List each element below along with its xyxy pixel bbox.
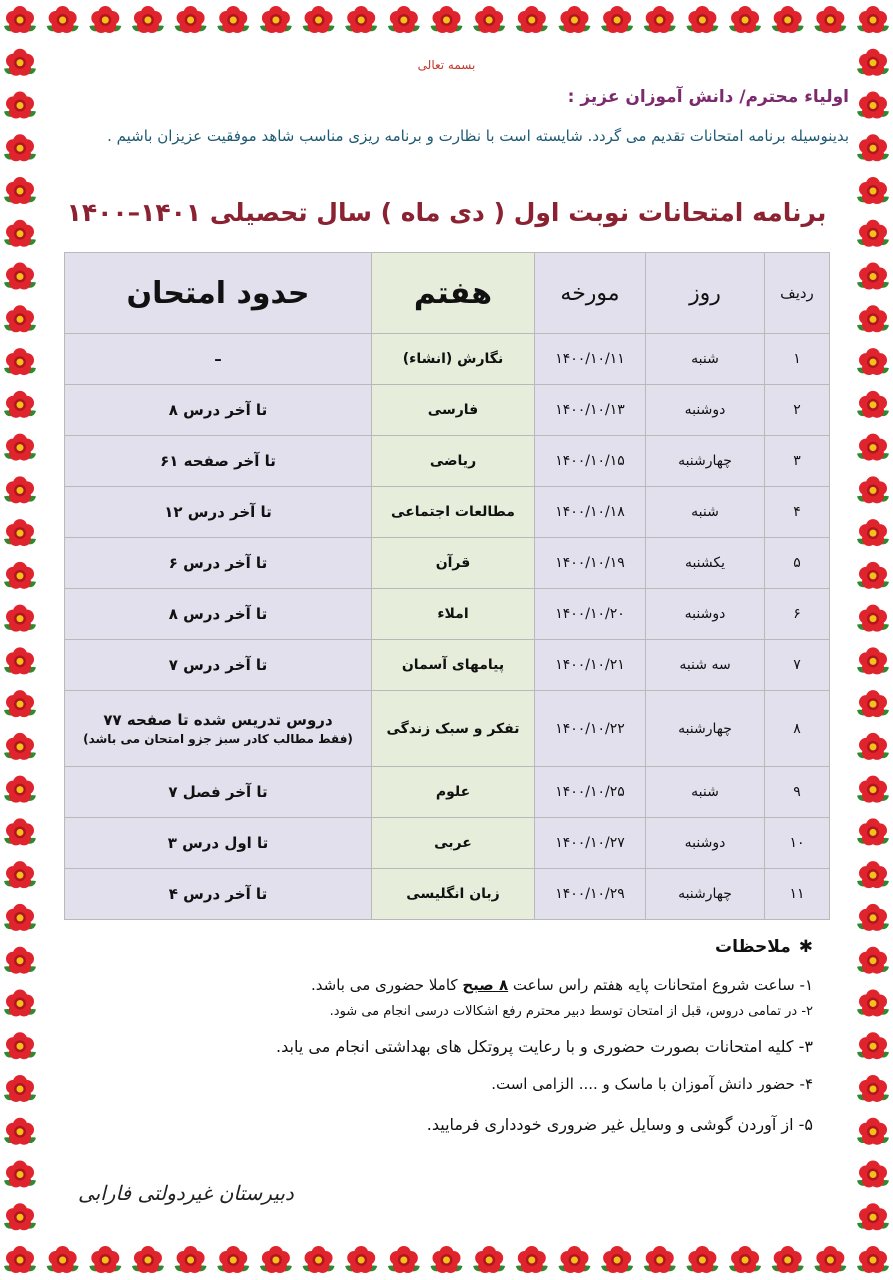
asterisk-icon: ✱ — [798, 937, 813, 957]
cell-subject — [372, 691, 535, 767]
flower-icon — [473, 1246, 505, 1273]
flower-icon — [4, 1075, 36, 1102]
flower-icon — [89, 6, 121, 33]
flower-icon — [558, 1246, 590, 1273]
cell-row-number-text: ۳ — [793, 453, 801, 469]
cell-exam-limit — [65, 589, 372, 640]
header-row-number: ردیف — [765, 253, 830, 334]
cell-day-text: شنبه — [691, 351, 719, 367]
flower-icon — [857, 647, 889, 674]
flower-icon — [4, 562, 36, 589]
school-signature: دبیرستان غیردولتی فارابی — [78, 1181, 294, 1205]
cell-date-text: ۱۴۰۰/۱۰/۱۱ — [555, 351, 625, 367]
flower-icon — [4, 733, 36, 760]
cell-row-number — [765, 869, 830, 920]
cell-exam-limit-note: (فقط مطالب کادر سبز جزو امتحان می باشد) — [83, 732, 353, 746]
flower-icon — [217, 1246, 249, 1273]
cell-subject-text: ریاضی — [429, 453, 477, 469]
intro-paragraph: بدینوسیله برنامه امتحانات تقدیم می گردد. شایسته است با نظارت و برنامه ریزی مناسب شاهد موفقیت عزیزان باشیم . — [107, 127, 849, 145]
note-text: ۱- ساعت شروع امتحانات پایه هفتم راس ساعت — [512, 976, 813, 994]
flower-icon — [857, 733, 889, 760]
table-row — [65, 869, 830, 920]
cell-date — [535, 487, 646, 538]
cell-row-number-text: ۱۰ — [789, 835, 805, 851]
cell-exam-limit — [65, 691, 372, 767]
cell-subject-text: فارسی — [427, 402, 479, 418]
cell-day-text: دوشنبه — [684, 402, 726, 418]
cell-exam-limit — [65, 538, 372, 589]
flower-icon — [857, 1203, 889, 1230]
flower-icon — [345, 1246, 377, 1273]
cell-subject-text: تفکر و سبک زندگی — [386, 720, 520, 737]
cell-subject-text: عربی — [434, 835, 472, 851]
header-subject: هفتم — [372, 253, 535, 334]
flower-icon — [601, 1246, 633, 1273]
flower-icon — [516, 1246, 548, 1273]
cell-row-number-text: ۴ — [793, 504, 801, 520]
cell-subject — [372, 436, 535, 487]
flower-icon — [4, 6, 36, 33]
cell-exam-limit-text: تا آخر درس ۶ — [168, 554, 268, 572]
cell-date — [535, 334, 646, 385]
flower-icon — [686, 6, 718, 33]
flower-icon — [132, 6, 164, 33]
cell-date — [535, 436, 646, 487]
flower-icon — [857, 391, 889, 418]
cell-date-text: ۱۴۰۰/۱۰/۲۵ — [555, 784, 625, 800]
flower-icon — [388, 1246, 420, 1273]
cell-day — [646, 385, 765, 436]
flower-icon — [814, 1246, 846, 1273]
cell-day — [646, 487, 765, 538]
note-item: ۴- حضور دانش آموزان با ماسک و .... الزامی است. — [491, 1075, 813, 1093]
cell-day-text: سه شنبه — [679, 657, 731, 673]
flower-icon — [4, 263, 36, 290]
flower-icon — [4, 391, 36, 418]
cell-day-text: یکشنبه — [684, 555, 726, 571]
flower-icon — [4, 904, 36, 931]
bismillah-text: بسمه تعالی — [417, 58, 476, 72]
flower-icon — [644, 1246, 676, 1273]
cell-date — [535, 538, 646, 589]
cell-date-text: ۱۴۰۰/۱۰/۲۱ — [555, 657, 625, 673]
cell-subject-text: مطالعات اجتماعی — [391, 504, 515, 520]
cell-row-number-text: ۸ — [793, 720, 801, 737]
flower-icon — [857, 690, 889, 717]
flower-icon — [4, 605, 36, 632]
flower-icon — [857, 776, 889, 803]
cell-day — [646, 538, 765, 589]
table-row — [65, 538, 830, 589]
cell-subject-text: پیامهای آسمان — [401, 657, 505, 673]
flower-icon — [4, 989, 36, 1016]
flower-icon — [4, 476, 36, 503]
flower-icon — [47, 6, 79, 33]
flower-icon — [4, 947, 36, 974]
cell-day — [646, 640, 765, 691]
cell-day-text: چهارشنبه — [678, 886, 732, 902]
cell-day — [646, 818, 765, 869]
cell-exam-limit — [65, 385, 372, 436]
cell-date-text: ۱۴۰۰/۱۰/۱۳ — [555, 402, 625, 418]
cell-day — [646, 767, 765, 818]
cell-day — [646, 589, 765, 640]
flower-icon — [4, 690, 36, 717]
flower-icon — [857, 305, 889, 332]
flower-icon — [4, 177, 36, 204]
flower-icon — [857, 861, 889, 888]
table-row — [65, 691, 830, 767]
cell-exam-limit-text: – — [214, 350, 222, 368]
flower-icon — [857, 947, 889, 974]
flower-icon — [4, 519, 36, 546]
flower-icon — [4, 305, 36, 332]
cell-row-number-text: ۲ — [793, 402, 801, 418]
cell-day-text: شنبه — [691, 784, 719, 800]
flower-icon — [260, 6, 292, 33]
cell-row-number-text: ۵ — [793, 555, 801, 571]
cell-exam-limit — [65, 436, 372, 487]
table-row — [65, 334, 830, 385]
page-title: برنامه امتحانات نوبت اول ( دی ماه ) سال تحصیلی ۱۴۰۱–۱۴۰۰ — [66, 198, 827, 227]
flower-icon — [686, 1246, 718, 1273]
flower-icon — [644, 6, 676, 33]
flower-icon — [857, 177, 889, 204]
table-row — [65, 640, 830, 691]
notes-heading — [715, 937, 813, 957]
cell-row-number — [765, 691, 830, 767]
flower-icon — [857, 1246, 889, 1273]
cell-exam-limit-text: تا آخر درس ۴ — [168, 885, 268, 903]
cell-exam-limit — [65, 818, 372, 869]
greeting-heading: اولیاء محترم/ دانش آموزان عزیز : — [567, 87, 849, 107]
cell-row-number-text: ۹ — [793, 784, 801, 800]
table-row — [65, 818, 830, 869]
notes-list — [73, 976, 813, 1155]
cell-day — [646, 869, 765, 920]
flower-icon — [473, 6, 505, 33]
flower-icon — [857, 134, 889, 161]
cell-date-text: ۱۴۰۰/۱۰/۲۲ — [555, 720, 625, 737]
cell-row-number — [765, 818, 830, 869]
cell-day-text: دوشنبه — [684, 606, 726, 622]
header-day: روز — [646, 253, 765, 334]
table-row — [65, 767, 830, 818]
flower-icon — [260, 1246, 292, 1273]
flower-icon — [4, 818, 36, 845]
flower-icon — [89, 1246, 121, 1273]
flower-icon — [431, 1246, 463, 1273]
cell-day-text: چهارشنبه — [678, 453, 732, 469]
cell-exam-limit-text: تا آخر فصل ۷ — [168, 783, 268, 801]
flower-icon — [857, 348, 889, 375]
cell-date — [535, 385, 646, 436]
cell-exam-limit-text: تا آخر درس ۸ — [168, 401, 268, 419]
flower-icon — [388, 6, 420, 33]
flower-icon — [857, 904, 889, 931]
flower-icon — [857, 49, 889, 76]
flower-icon — [4, 861, 36, 888]
flower-icon — [4, 1118, 36, 1145]
flower-icon — [303, 6, 335, 33]
cell-day-text: دوشنبه — [684, 835, 726, 851]
cell-date — [535, 818, 646, 869]
flower-icon — [303, 1246, 335, 1273]
cell-row-number — [765, 589, 830, 640]
flower-icon — [857, 818, 889, 845]
flower-icon — [345, 6, 377, 33]
cell-exam-limit-text: دروس تدریس شده تا صفحه ۷۷ — [103, 711, 333, 729]
flower-icon — [772, 6, 804, 33]
notes-heading-label: ملاحظات — [715, 937, 791, 957]
cell-exam-limit — [65, 487, 372, 538]
cell-row-number-text: ۶ — [793, 606, 801, 622]
cell-date-text: ۱۴۰۰/۱۰/۲۰ — [555, 606, 625, 622]
flower-icon — [729, 6, 761, 33]
flower-icon — [4, 134, 36, 161]
cell-row-number — [765, 640, 830, 691]
cell-date-text: ۱۴۰۰/۱۰/۱۸ — [555, 504, 625, 520]
cell-subject — [372, 589, 535, 640]
flower-icon — [857, 263, 889, 290]
flower-icon — [4, 1032, 36, 1059]
cell-exam-limit — [65, 334, 372, 385]
flower-icon — [4, 1246, 36, 1273]
cell-row-number — [765, 436, 830, 487]
cell-row-number-text: ۱ — [793, 351, 801, 367]
header-date: مورخه — [535, 253, 646, 334]
cell-subject — [372, 385, 535, 436]
flower-icon — [558, 6, 590, 33]
flower-icon — [4, 49, 36, 76]
flower-icon — [857, 476, 889, 503]
cell-subject — [372, 767, 535, 818]
cell-subject — [372, 869, 535, 920]
cell-day — [646, 436, 765, 487]
flower-icon — [175, 6, 207, 33]
header-exam-limit: حدود امتحان — [65, 253, 372, 334]
cell-subject-text: زبان انگلیسی — [406, 886, 500, 902]
flower-icon — [772, 1246, 804, 1273]
flower-icon — [601, 6, 633, 33]
cell-subject — [372, 538, 535, 589]
note-item — [73, 976, 813, 1004]
flower-icon — [4, 647, 36, 674]
cell-subject-text: علوم — [435, 784, 471, 800]
cell-row-number — [765, 767, 830, 818]
cell-day-text: چهارشنبه — [678, 720, 732, 737]
table-row — [65, 487, 830, 538]
note-item: ۳- کلیه امتحانات بصورت حضوری و با رعایت پروتکل های بهداشتی انجام می یابد. — [276, 1037, 813, 1056]
flower-icon — [47, 1246, 79, 1273]
flower-icon — [4, 434, 36, 461]
flower-icon — [729, 1246, 761, 1273]
flower-icon — [857, 434, 889, 461]
flower-icon — [4, 1160, 36, 1187]
table-row — [65, 436, 830, 487]
flower-icon — [4, 348, 36, 375]
flower-icon — [217, 6, 249, 33]
note-bold-time: ۸ صبح — [462, 976, 509, 994]
flower-icon — [175, 1246, 207, 1273]
flower-icon — [857, 1075, 889, 1102]
cell-day — [646, 691, 765, 767]
cell-subject-text: نگارش (انشاء) — [402, 351, 504, 367]
cell-date — [535, 767, 646, 818]
cell-subject-text: املاء — [437, 606, 469, 622]
flower-icon — [431, 6, 463, 33]
cell-date-text: ۱۴۰۰/۱۰/۱۹ — [555, 555, 625, 571]
cell-date — [535, 589, 646, 640]
cell-exam-limit-text: تا اول درس ۳ — [167, 834, 269, 852]
table-row — [65, 589, 830, 640]
cell-date-text: ۱۴۰۰/۱۰/۱۵ — [555, 453, 625, 469]
cell-exam-limit — [65, 767, 372, 818]
cell-exam-limit-text: تا آخر درس ۱۲ — [164, 503, 272, 521]
table-row — [65, 385, 830, 436]
flower-icon — [814, 6, 846, 33]
cell-subject — [372, 640, 535, 691]
flower-icon — [132, 1246, 164, 1273]
flower-icon — [857, 989, 889, 1016]
exam-schedule-table — [64, 252, 830, 920]
cell-day-text: شنبه — [691, 504, 719, 520]
cell-date — [535, 691, 646, 767]
flower-icon — [4, 1203, 36, 1230]
note-item: ۲- در تمامی دروس، قبل از امتحان توسط دبیر محترم رفع اشکالات درسی انجام می شود. — [329, 1004, 813, 1019]
cell-row-number — [765, 334, 830, 385]
flower-icon — [857, 6, 889, 33]
table-header-row — [65, 253, 830, 334]
cell-day — [646, 334, 765, 385]
cell-row-number — [765, 487, 830, 538]
cell-subject — [372, 818, 535, 869]
cell-row-number — [765, 538, 830, 589]
cell-date — [535, 640, 646, 691]
flower-icon — [857, 1118, 889, 1145]
cell-exam-limit-text: تا آخر درس ۸ — [168, 605, 268, 623]
cell-exam-limit-text: تا آخر صفحه ۶۱ — [160, 452, 276, 470]
flower-icon — [4, 92, 36, 119]
cell-row-number-text: ۱۱ — [789, 886, 805, 902]
flower-icon — [4, 776, 36, 803]
cell-subject — [372, 487, 535, 538]
note-text-end: کاملا حضوری می باشد. — [311, 976, 458, 994]
flower-icon — [857, 562, 889, 589]
cell-date — [535, 869, 646, 920]
cell-row-number-text: ۷ — [793, 657, 801, 673]
cell-date-text: ۱۴۰۰/۱۰/۲۷ — [555, 835, 625, 851]
flower-icon — [4, 220, 36, 247]
cell-exam-limit — [65, 869, 372, 920]
flower-icon — [516, 6, 548, 33]
cell-exam-limit — [65, 640, 372, 691]
cell-row-number — [765, 385, 830, 436]
flower-icon — [857, 605, 889, 632]
flower-icon — [857, 1160, 889, 1187]
flower-icon — [857, 519, 889, 546]
note-item: ۵- از آوردن گوشی و وسایل غیر ضروری خودداری فرمایید. — [426, 1115, 813, 1134]
flower-icon — [857, 1032, 889, 1059]
cell-exam-limit-text: تا آخر درس ۷ — [168, 656, 268, 674]
cell-subject — [372, 334, 535, 385]
flower-icon — [857, 92, 889, 119]
cell-date-text: ۱۴۰۰/۱۰/۲۹ — [555, 886, 625, 902]
cell-subject-text: قرآن — [435, 555, 471, 571]
flower-icon — [857, 220, 889, 247]
